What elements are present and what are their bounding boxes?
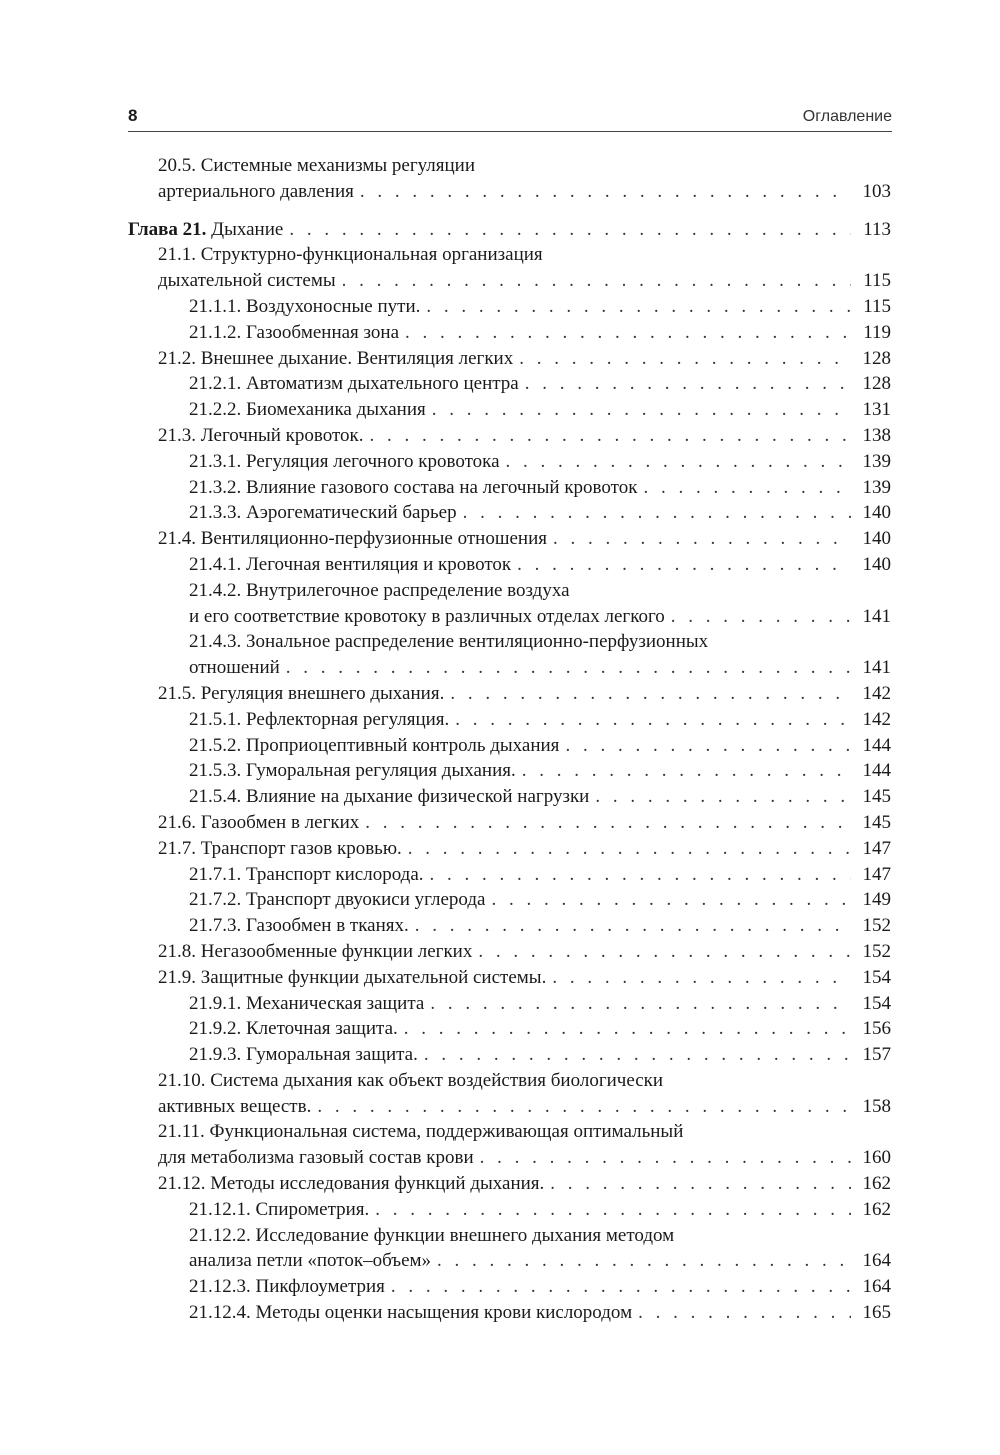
toc-page-number: 144 [862,734,891,756]
toc-entry-title: 21.3.2. Влияние газового состава на легочный кровоток [189,476,638,498]
toc-entry-title: 21.12.2. Исследование функции внешнего дыхания методом [189,1224,675,1246]
table-of-contents [128,153,891,1326]
toc-entry [128,1300,891,1326]
toc-page-number: 164 [862,1250,891,1272]
toc-entry-title: 21.5.4. Влияние на дыхание физической нагрузки [189,786,590,808]
toc-entry-title: 21.1. Структурно-функциональная организация [158,244,543,266]
toc-entry [128,810,891,836]
dot-leader [437,1248,851,1274]
dot-leader [430,991,851,1017]
toc-page-number: 158 [862,1095,891,1117]
toc-entry-title: 21.12.3. Пикфлоуметрия [189,1276,385,1298]
toc-entry [128,1274,891,1300]
toc-entry [128,784,891,810]
toc-entry [128,913,891,939]
toc-entry-title: для метаболизма газовый состав крови [158,1147,474,1169]
toc-entry [128,397,891,423]
toc-entry-title: 21.4.2. Внутрилегочное распределение воздуха [189,579,570,601]
toc-page-number: 128 [862,347,891,369]
toc-page-number: 152 [862,940,891,962]
toc-page-number: 156 [862,1018,891,1040]
toc-page-number: 140 [862,502,891,524]
toc-entry-title: 21.1.1. Воздухоносные пути. [189,295,421,317]
toc-entry-title: 21.7.3. Газообмен в тканях. [189,915,409,937]
dot-leader [478,939,851,965]
dot-leader [671,604,851,630]
toc-entry [128,1145,891,1171]
toc-entry-title: 21.4. Вентиляционно-перфузионные отношения [158,528,547,550]
toc-entry [128,1223,891,1249]
toc-entry [128,449,891,475]
dot-leader [426,294,851,320]
toc-entry-title: 21.7.2. Транспорт двуокиси углерода [189,889,486,911]
toc-page-number: 139 [862,450,891,472]
toc-entry-title: активных веществ. [158,1095,312,1117]
toc-entry-title: дыхательной системы [158,270,336,292]
dot-leader [404,1016,851,1042]
toc-page-number: 141 [862,605,891,627]
dot-leader [455,707,851,733]
toc-page-number: 149 [862,889,891,911]
toc-entry-title: 21.6. Газообмен в легких [158,811,360,833]
toc-page-number: 140 [862,553,891,575]
toc-entry [128,179,891,205]
toc-entry [128,1171,891,1197]
toc-entry [128,681,891,707]
toc-entry [128,423,891,449]
toc-entry-title: отношений [189,657,280,679]
dot-leader [317,1094,851,1120]
toc-entry-title: 20.5. Системные механизмы регуляции [158,155,476,176]
toc-entry [128,475,891,501]
toc-entry-title: 21.5.1. Рефлекторная регуляция. [189,708,450,730]
dot-leader [480,1145,851,1171]
toc-page-number: 145 [862,786,891,808]
dot-leader [565,733,851,759]
dot-leader [450,681,851,707]
toc-entry-title: 21.9. Защитные функции дыхательной системы. [158,966,547,988]
toc-entry [128,1248,891,1274]
toc-entry-title: 21.4.3. Зональное распределение вентиляционно-перфузионных [189,631,709,653]
toc-entry-title: 21.9.1. Механическая защита [189,992,425,1014]
toc-entry [128,939,891,965]
toc-entry [128,655,891,681]
toc-page-number: 131 [862,399,891,421]
toc-entry-title: 21.7.1. Транспорт кислорода. [189,863,424,885]
toc-entry [128,294,891,320]
toc-entry [128,500,891,526]
toc-page-number: 147 [862,837,891,859]
toc-entry [128,1042,891,1068]
dot-leader [408,836,851,862]
dot-leader [360,179,851,205]
toc-entry-title: 21.3. Легочный кровоток. [158,424,364,446]
dot-leader [643,475,851,501]
toc-entry-title: 21.12.1. Спирометрия. [189,1198,370,1220]
toc-entry-title: 21.1.2. Газообменная зона [189,321,400,343]
toc-page-number: 140 [862,528,891,550]
dot-leader [517,552,851,578]
toc-entry-title: 21.2. Внешнее дыхание. Вентиляция легких [158,347,514,369]
dot-leader [289,217,851,243]
dot-leader [595,784,851,810]
page-header [128,103,892,132]
dot-leader [525,371,851,397]
toc-entry [128,526,891,552]
toc-page-number: 157 [862,1044,891,1066]
toc-entry-title: артериального давления [158,180,354,202]
dot-leader [365,810,851,836]
toc-page-number: 154 [862,966,891,988]
dot-leader [286,655,851,681]
toc-entry [128,629,891,655]
running-title: Оглавление [802,108,892,125]
toc-entry-title: 21.3.3. Аэрогематический барьер [189,502,457,524]
toc-entry [128,1119,891,1145]
toc-page-number: 165 [862,1302,891,1324]
dot-leader [424,1042,851,1068]
toc-page-number: 162 [862,1198,891,1220]
toc-page-number: 160 [862,1147,891,1169]
dot-leader [415,913,851,939]
toc-entry-title: 21.7. Транспорт газов кровью. [158,837,402,859]
toc-entry [128,862,891,888]
toc-entry [128,1197,891,1223]
toc-page-number: 119 [863,321,891,343]
toc-page-number: 147 [862,863,891,885]
toc-entry [128,604,891,630]
dot-leader [370,423,851,449]
toc-entry-title: 21.12. Методы исследования функций дыхания. [158,1173,545,1195]
toc-page-number: 115 [863,270,891,292]
toc-page-number: 142 [862,682,891,704]
toc-entry [128,578,891,604]
toc-entry-title: анализа петли «поток–объем» [189,1250,432,1272]
dot-leader [522,758,851,784]
toc-page-number: 128 [862,373,891,395]
toc-entry [128,707,891,733]
dot-leader [405,320,851,346]
toc-page-number: 144 [862,760,891,782]
toc-entry [128,758,891,784]
toc-entry [128,320,891,346]
toc-entry-title: 21.12.4. Методы оценки насыщения крови кислородом [189,1302,633,1324]
chapter-label: Глава 21. [128,218,207,240]
toc-entry [128,836,891,862]
toc-entry [128,733,891,759]
toc-entry-title: 21.4.1. Легочная вентиляция и кровоток [189,553,512,575]
dot-leader [463,500,851,526]
toc-entry-title: 21.3.1. Регуляция легочного кровотока [189,450,500,472]
toc-entry [128,552,891,578]
toc-entry-title: 21.2.2. Биомеханика дыхания [189,399,426,421]
toc-entry-title: 21.9.3. Гуморальная защита. [189,1044,418,1066]
toc-page-number: 154 [862,992,891,1014]
toc-entry [128,153,891,179]
toc-page-number: 138 [862,424,891,446]
dot-leader [491,887,851,913]
toc-entry-title: и его соответствие кровотоку в различных отделах легкого [189,605,665,627]
toc-entry-title: 21.5. Регуляция внешнего дыхания. [158,682,445,704]
page-number: 8 [128,106,138,125]
toc-page-number: 115 [863,295,891,317]
toc-entry [128,991,891,1017]
dot-leader [342,268,851,294]
dot-leader [506,449,851,475]
toc-entry-title: 21.11. Функциональная система, поддерживающая оптимальный [158,1121,684,1143]
dot-leader [375,1197,851,1223]
toc-entry [128,217,891,243]
toc-entry-title: 21.9.2. Клеточная защита. [189,1018,398,1040]
toc-page-number: 141 [862,657,891,679]
toc-entry-title: Глава 21. Дыхание [128,218,284,240]
toc-entry-title: 21.5.3. Гуморальная регуляция дыхания. [189,760,516,782]
toc-page-number: 152 [862,915,891,937]
toc-entry-title: 21.10. Система дыхания как объект воздействия биологически [158,1069,664,1091]
toc-entry [128,1016,891,1042]
toc-page-number: 162 [862,1173,891,1195]
dot-leader [553,526,851,552]
toc-entry [128,1094,891,1120]
toc-entry-title: 21.2.1. Автоматизм дыхательного центра [189,373,519,395]
toc-page-number: 164 [862,1276,891,1298]
toc-page-number: 103 [862,180,891,202]
dot-leader [550,1171,851,1197]
toc-entry-title: 21.5.2. Проприоцептивный контроль дыхания [189,734,560,756]
toc-entry [128,965,891,991]
toc-entry [128,268,891,294]
dot-leader [519,346,851,372]
toc-entry [128,1068,891,1094]
toc-page-number: 139 [862,476,891,498]
toc-entry-title: 21.8. Негазообменные функции легких [158,940,473,962]
dot-leader [432,397,851,423]
dot-leader [638,1300,851,1326]
toc-entry [128,371,891,397]
dot-leader [391,1274,851,1300]
toc-entry [128,887,891,913]
toc-page-number: 145 [862,811,891,833]
toc-page-number: 113 [863,218,891,240]
toc-entry [128,242,891,268]
dot-leader [430,862,851,888]
toc-entry [128,346,891,372]
dot-leader [552,965,851,991]
toc-page-number: 142 [862,708,891,730]
